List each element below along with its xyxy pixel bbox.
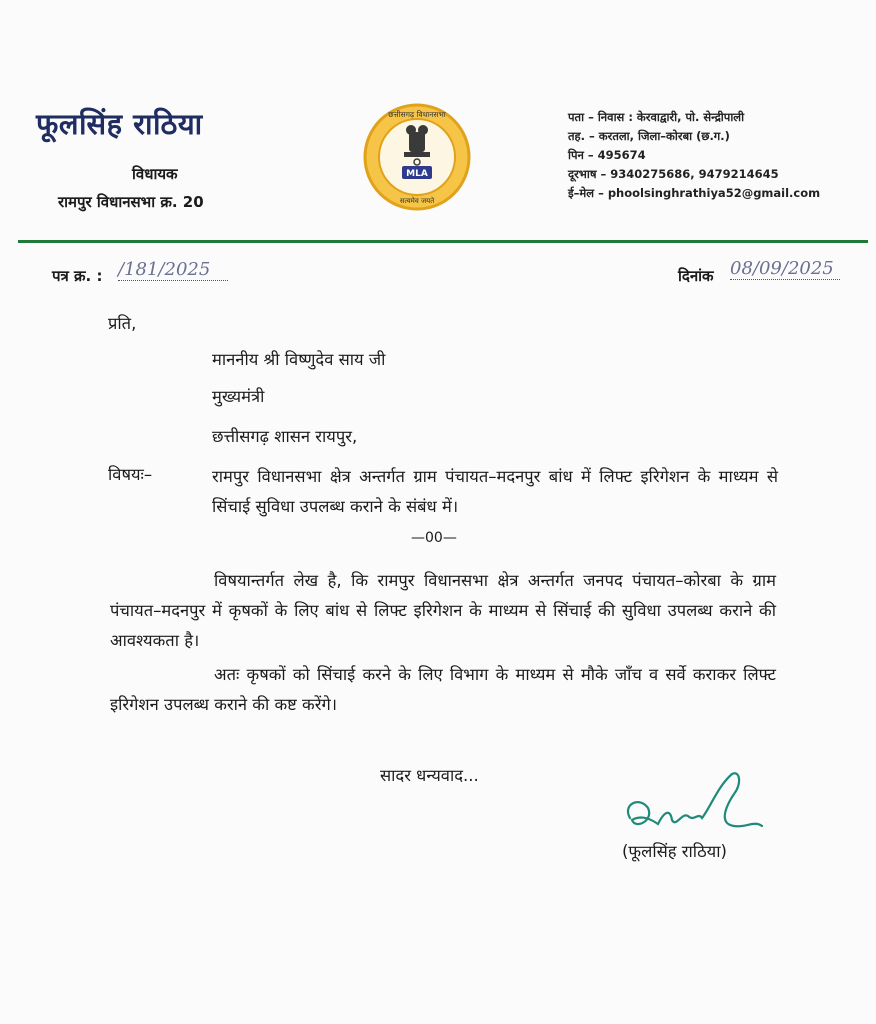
to-label: प्रति, <box>108 314 137 333</box>
address-line: पता – निवास : केरवाद्वारी, पो. सेन्द्रीपाली <box>568 110 745 124</box>
subject-label: विषयः– <box>108 465 153 484</box>
body-paragraph: अतः कृषकों को सिंचाई करने के लिए विभाग के माध्यम से मौके जाँच व सर्वे कराकर लिफ्ट इरिगेशन उपलब्ध कराने की कष्ट करेंगे। <box>110 665 776 714</box>
assembly-seal-icon <box>362 102 472 212</box>
date-value: 08/09/2025 <box>730 258 840 280</box>
subject-text: रामपुर विधानसभा क्षेत्र अन्तर्गत ग्राम पंचायत–मदनपुर बांध में लिफ्ट इरिगेशन के माध्यम से सिंचाई सुविधा उपलब्ध कराने के संबंध में। <box>212 467 778 516</box>
sender-name: फूलसिंह राठिया <box>36 107 203 141</box>
seal-top-text: छत्तीसगढ़ विधानसभा <box>388 110 446 119</box>
seal-badge: MLA <box>406 169 428 179</box>
separator: —00— <box>411 530 457 546</box>
address-line: पिन – 495674 <box>568 148 646 162</box>
sender-address <box>568 108 820 203</box>
body-paragraph: विषयान्तर्गत लेख है, कि रामपुर विधानसभा क्षेत्र अन्तर्गत जनपद पंचायत–कोरबा के ग्राम पंचायत–मदनपुर में कृषकों के लिए बांध से लिफ्ट इरिगेशन के माध्यम से सिंचाई की सुविधा उपलब्ध कराने की आवश्यकता है। <box>110 571 776 650</box>
recipient-name: माननीय श्री विष्णुदेव साय जी <box>212 350 386 369</box>
letterhead-divider <box>18 240 868 243</box>
address-line: दूरभाष – 9340275686, 9479214645 <box>568 167 779 181</box>
recipient-title: मुख्यमंत्री <box>212 387 265 406</box>
closing-text: सादर धन्यवाद... <box>380 766 479 785</box>
address-line: तह. – करतला, जिला–कोरबा (छ.ग.) <box>568 129 730 143</box>
recipient-office: छत्तीसगढ़ शासन रायपुर, <box>212 427 358 446</box>
signature-icon <box>622 768 772 848</box>
sender-designation: विधायक <box>132 165 178 183</box>
reference-number: /181/2025 <box>118 259 228 281</box>
seal-bottom-text: सत्यमेव जयते <box>399 197 435 205</box>
date-label: दिनांक <box>678 267 714 285</box>
signatory-name: (फूलसिंह राठिया) <box>622 842 727 861</box>
reference-label: पत्र क्र. : <box>52 267 103 285</box>
sender-constituency: रामपुर विधानसभा क्र. 20 <box>58 193 204 211</box>
address-line: ई–मेल – phoolsinghrathiya52@gmail.com <box>568 186 821 200</box>
